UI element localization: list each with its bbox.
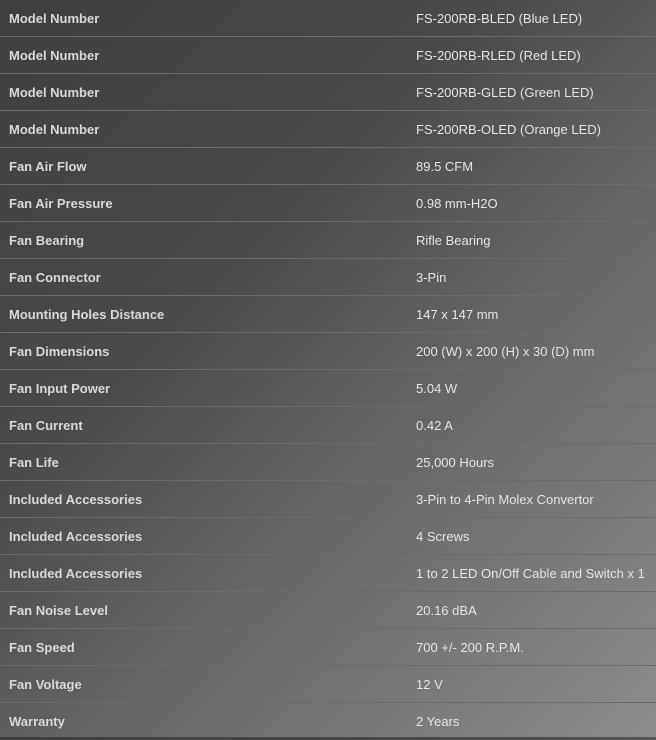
spec-row-fan-bearing: [0, 222, 656, 259]
spec-row-fan-voltage: [0, 666, 656, 703]
spec-value: FS-200RB-OLED (Orange LED): [416, 122, 601, 137]
spec-row-included-accessories-screws: [0, 518, 656, 555]
spec-label: Fan Dimensions: [9, 344, 110, 359]
spec-label: Model Number: [9, 85, 100, 100]
spec-value: 89.5 CFM: [416, 159, 474, 174]
spec-value: 1 to 2 LED On/Off Cable and Switch x 1: [416, 566, 645, 581]
spec-value: 5.04 W: [416, 381, 458, 396]
spec-value: 12 V: [416, 677, 443, 692]
spec-row-fan-dimensions: [0, 333, 656, 370]
spec-value: 200 (W) x 200 (H) x 30 (D) mm: [416, 344, 595, 359]
spec-value: 3-Pin: [416, 270, 447, 285]
spec-row-included-accessories-convertor: [0, 481, 656, 518]
spec-label: Mounting Holes Distance: [9, 307, 165, 322]
spec-row-model-number-orange: [0, 111, 656, 148]
spec-row-fan-air-flow: [0, 148, 656, 185]
spec-label: Fan Air Flow: [9, 159, 87, 174]
spec-label: Included Accessories: [9, 492, 143, 507]
spec-label: Model Number: [9, 122, 100, 137]
spec-value: Rifle Bearing: [416, 233, 491, 248]
spec-value: 2 Years: [416, 714, 460, 729]
spec-value: FS-200RB-RLED (Red LED): [416, 48, 581, 63]
spec-value: 700 +/- 200 R.P.M.: [416, 640, 524, 655]
spec-value: 4 Screws: [416, 529, 470, 544]
spec-label: Fan Input Power: [9, 381, 111, 396]
spec-value: 3-Pin to 4-Pin Molex Convertor: [416, 492, 594, 507]
spec-value: 0.42 A: [416, 418, 453, 433]
spec-label: Fan Air Pressure: [9, 196, 113, 211]
spec-value: FS-200RB-BLED (Blue LED): [416, 11, 583, 26]
spec-label: Model Number: [9, 48, 100, 63]
spec-value: 25,000 Hours: [416, 455, 495, 470]
spec-value: 20.16 dBA: [416, 603, 477, 618]
spec-row-fan-speed: [0, 629, 656, 666]
spec-row-fan-input-power: [0, 370, 656, 407]
spec-row-fan-connector: [0, 259, 656, 296]
spec-label: Fan Speed: [9, 640, 75, 655]
spec-value: FS-200RB-GLED (Green LED): [416, 85, 594, 100]
spec-label: Fan Current: [9, 418, 83, 433]
spec-label: Fan Voltage: [9, 677, 82, 692]
spec-row-fan-noise-level: [0, 592, 656, 629]
spec-value: 147 x 147 mm: [416, 307, 499, 322]
spec-row-fan-air-pressure: [0, 185, 656, 222]
spec-row-model-number-red: [0, 37, 656, 74]
spec-label: Included Accessories: [9, 529, 143, 544]
spec-row-model-number-blue: [0, 0, 656, 37]
spec-row-fan-current: [0, 407, 656, 444]
spec-label: Fan Bearing: [9, 233, 85, 248]
spec-value: 0.98 mm-H2O: [416, 196, 498, 211]
spec-label: Warranty: [9, 714, 65, 729]
spec-label: Included Accessories: [9, 566, 143, 581]
spec-label: Fan Noise Level: [9, 603, 108, 618]
spec-row-included-accessories-cable: [0, 555, 656, 592]
spec-row-model-number-green: [0, 74, 656, 111]
spec-row-warranty: [0, 703, 656, 740]
spec-label: Fan Connector: [9, 270, 101, 285]
spec-row-fan-life: [0, 444, 656, 481]
spec-label: Model Number: [9, 11, 100, 26]
spec-label: Fan Life: [9, 455, 59, 470]
spec-row-mounting-holes-distance: [0, 296, 656, 333]
